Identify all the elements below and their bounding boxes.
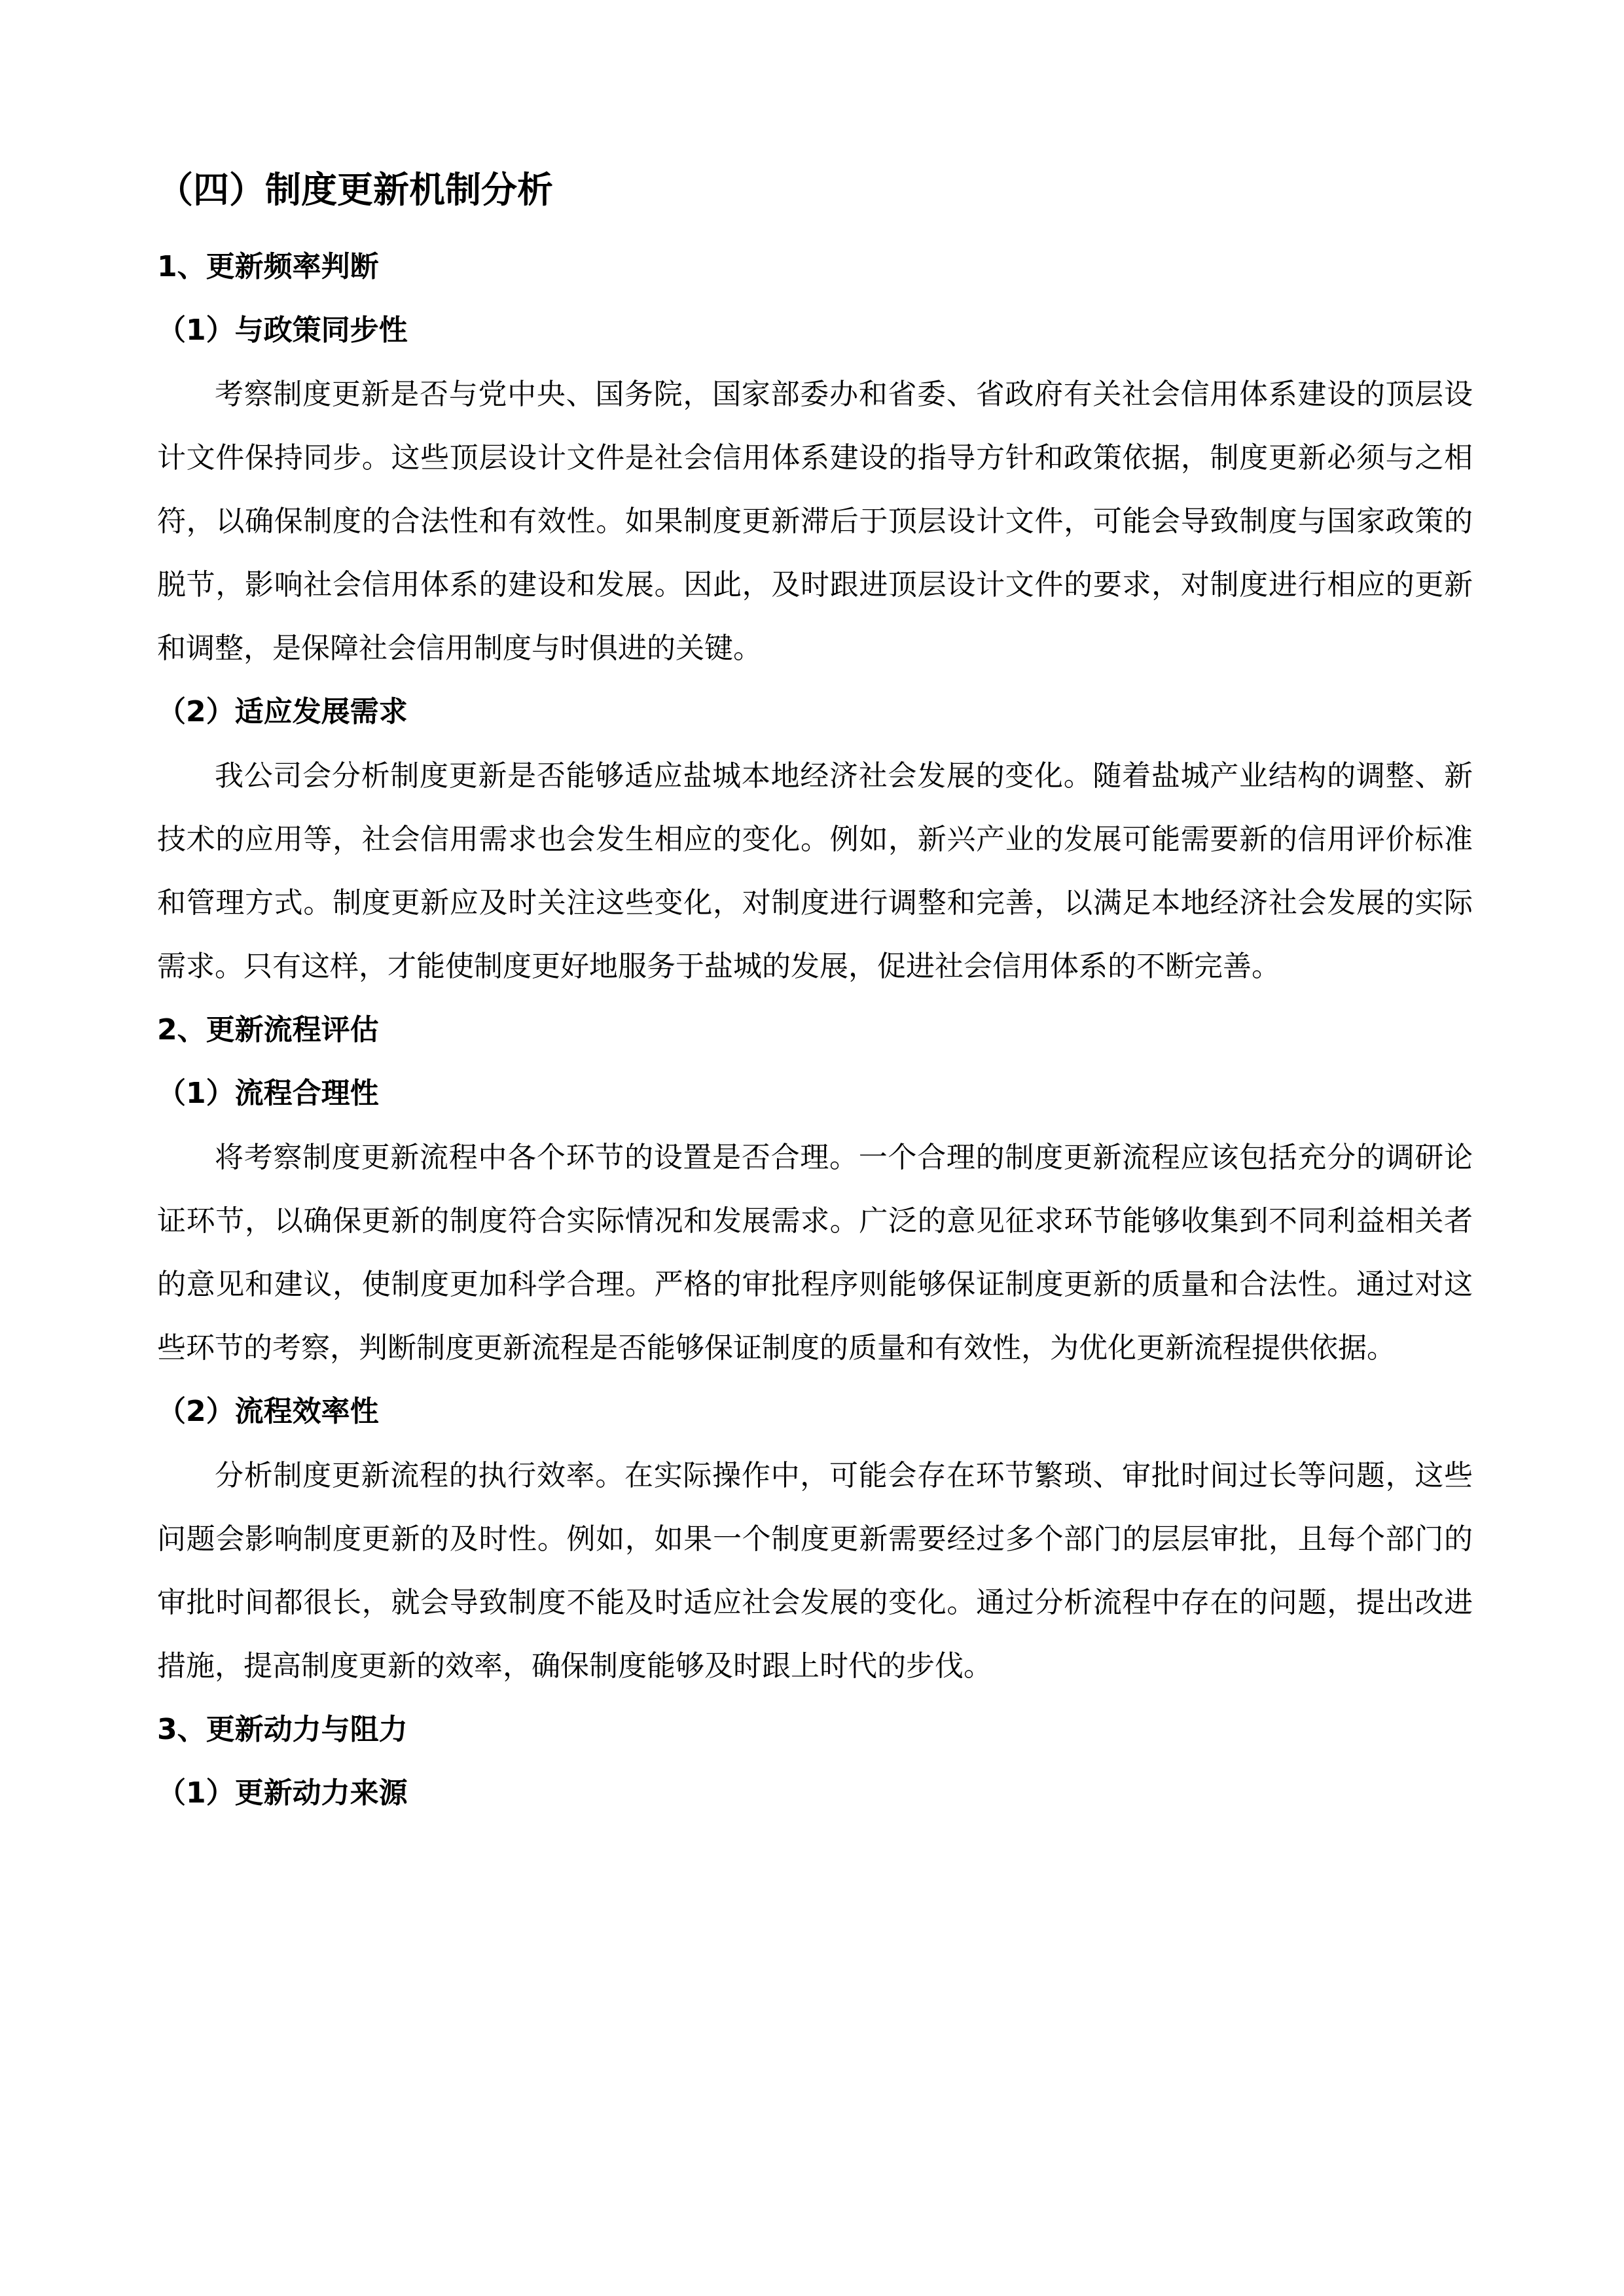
document-page <box>157 147 1473 1834</box>
paragraph-process-efficiency: 分析制度更新流程的执行效率。在实际操作中，可能会存在环节繁琐、审批时间过长等问题，这些问题会影响制度更新的及时性。例如，如果一个制度更新需要经过多个部门的层层审批，且每个部门的审批时间都很长，就会导致制度不能及时适应社会发展的变化。通过分析流程中存在的问题，提出改进措施，提高制度更新的效率，确保制度能够及时跟上时代的步伐。 <box>157 1459 1473 1683</box>
paragraph-development-needs: 我公司会分析制度更新是否能够适应盐城本地经济社会发展的变化。随着盐城产业结构的调整、新技术的应用等，社会信用需求也会发生相应的变化。例如，新兴产业的发展可能需要新的信用评价标准和管理方式。制度更新应及时关注这些变化，对制度进行调整和完善，以满足本地经济社会发展的实际需求。只有这样，才能使制度更好地服务于盐城的发展，促进社会信用体系的不断完善。 <box>157 759 1473 983</box>
section-title: （四）制度更新机制分析 <box>157 169 554 211</box>
item-heading-policy-sync: （1）与政策同步性 <box>157 314 408 347</box>
subsection-heading-drivers-and-resistance: 3、更新动力与阻力 <box>157 1713 408 1746</box>
paragraph-process-rationality: 将考察制度更新流程中各个环节的设置是否合理。一个合理的制度更新流程应该包括充分的调研论证环节，以确保更新的制度符合实际情况和发展需求。广泛的意见征求环节能够收集到不同利益相关者的意见和建议，使制度更加科学合理。严格的审批程序则能够保证制度更新的质量和合法性。通过对这些环节的考察，判断制度更新流程是否能够保证制度的质量和有效性，为优化更新流程提供依据。 <box>157 1141 1473 1365</box>
item-heading-development-needs: （2）适应发展需求 <box>157 695 408 728</box>
subsection-heading-update-frequency: 1、更新频率判断 <box>157 250 379 283</box>
item-heading-process-rationality: （1）流程合理性 <box>157 1077 379 1110</box>
paragraph-policy-sync: 考察制度更新是否与党中央、国务院，国家部委办和省委、省政府有关社会信用体系建设的顶层设计文件保持同步。这些顶层设计文件是社会信用体系建设的指导方针和政策依据，制度更新必须与之相符，以确保制度的合法性和有效性。如果制度更新滞后于顶层设计文件，可能会导致制度与国家政策的脱节，影响社会信用体系的建设和发展。因此，及时跟进顶层设计文件的要求，对制度进行相应的更新和调整，是保障社会信用制度与时俱进的关键。 <box>157 378 1473 665</box>
item-heading-driver-sources: （1）更新动力来源 <box>157 1776 408 1810</box>
subsection-heading-process-evaluation: 2、更新流程评估 <box>157 1013 379 1047</box>
item-heading-process-efficiency: （2）流程效率性 <box>157 1395 379 1428</box>
